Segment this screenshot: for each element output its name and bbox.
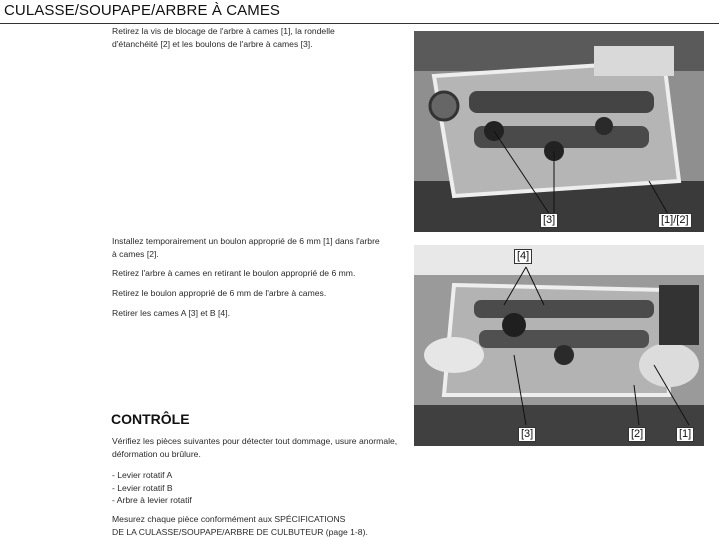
step-remove-camshaft <box>112 267 355 280</box>
list-item: - Levier rotatif B <box>112 482 173 493</box>
text-line: d'étanchéité [2] et les boulons de l'arbre à cames [3]. <box>112 39 313 49</box>
text-line: déformation ou brûlure. <box>112 449 201 459</box>
text-line: Installez temporairement un boulon approprié de 6 mm [1] dans l'arbre <box>112 236 380 246</box>
inspection-list <box>112 469 192 507</box>
step-remove-camshaft-bolts <box>112 25 335 51</box>
camshaft-photo-1 <box>414 31 704 232</box>
header-rule <box>0 23 719 24</box>
text-line: Retirez le boulon approprié de 6 mm de l'arbre à cames. <box>112 288 327 298</box>
callout-3: [3] <box>540 213 558 228</box>
callout-3: [3] <box>518 427 536 442</box>
section-heading-controle: CONTRÔLE <box>111 411 190 427</box>
text-line: Retirez l'arbre à cames en retirant le boulon approprié de 6 mm. <box>112 268 356 278</box>
callout-1: [1] <box>676 427 694 442</box>
text-line: Retirez la vis de blocage de l'arbre à cames [1], la rondelle <box>112 26 335 36</box>
list-item: - Levier rotatif A <box>112 470 173 480</box>
step-remove-bolt <box>112 287 326 300</box>
engine-illustration <box>414 31 704 232</box>
text-line: DE LA CULASSE/SOUPAPE/ARBRE DE CULBUTEUR (page 1-8). <box>112 527 368 537</box>
step-install-bolt <box>112 235 380 261</box>
callout-4: [4] <box>514 249 532 264</box>
engine-illustration <box>414 245 704 446</box>
controle-intro <box>112 435 397 461</box>
callout-1-2: [1]/[2] <box>658 213 692 228</box>
text-line: Retirer les cames A [3] et B [4]. <box>112 308 230 318</box>
text-line: Mesurez chaque pièce conformément aux SPÉCIFICATIONS <box>112 514 346 524</box>
page-header <box>0 0 719 24</box>
callout-2: [2] <box>628 427 646 442</box>
page-title: CULASSE/SOUPAPE/ARBRE À CAMES <box>4 2 281 19</box>
text-line: à cames [2]. <box>112 249 159 259</box>
camshaft-photo-2 <box>414 245 704 446</box>
text-line: Vérifiez les pièces suivantes pour détecter tout dommage, usure anormale, <box>112 436 398 446</box>
controle-measure <box>112 513 368 539</box>
step-remove-cams <box>112 307 230 320</box>
list-item: - Arbre à levier rotatif <box>112 495 192 505</box>
